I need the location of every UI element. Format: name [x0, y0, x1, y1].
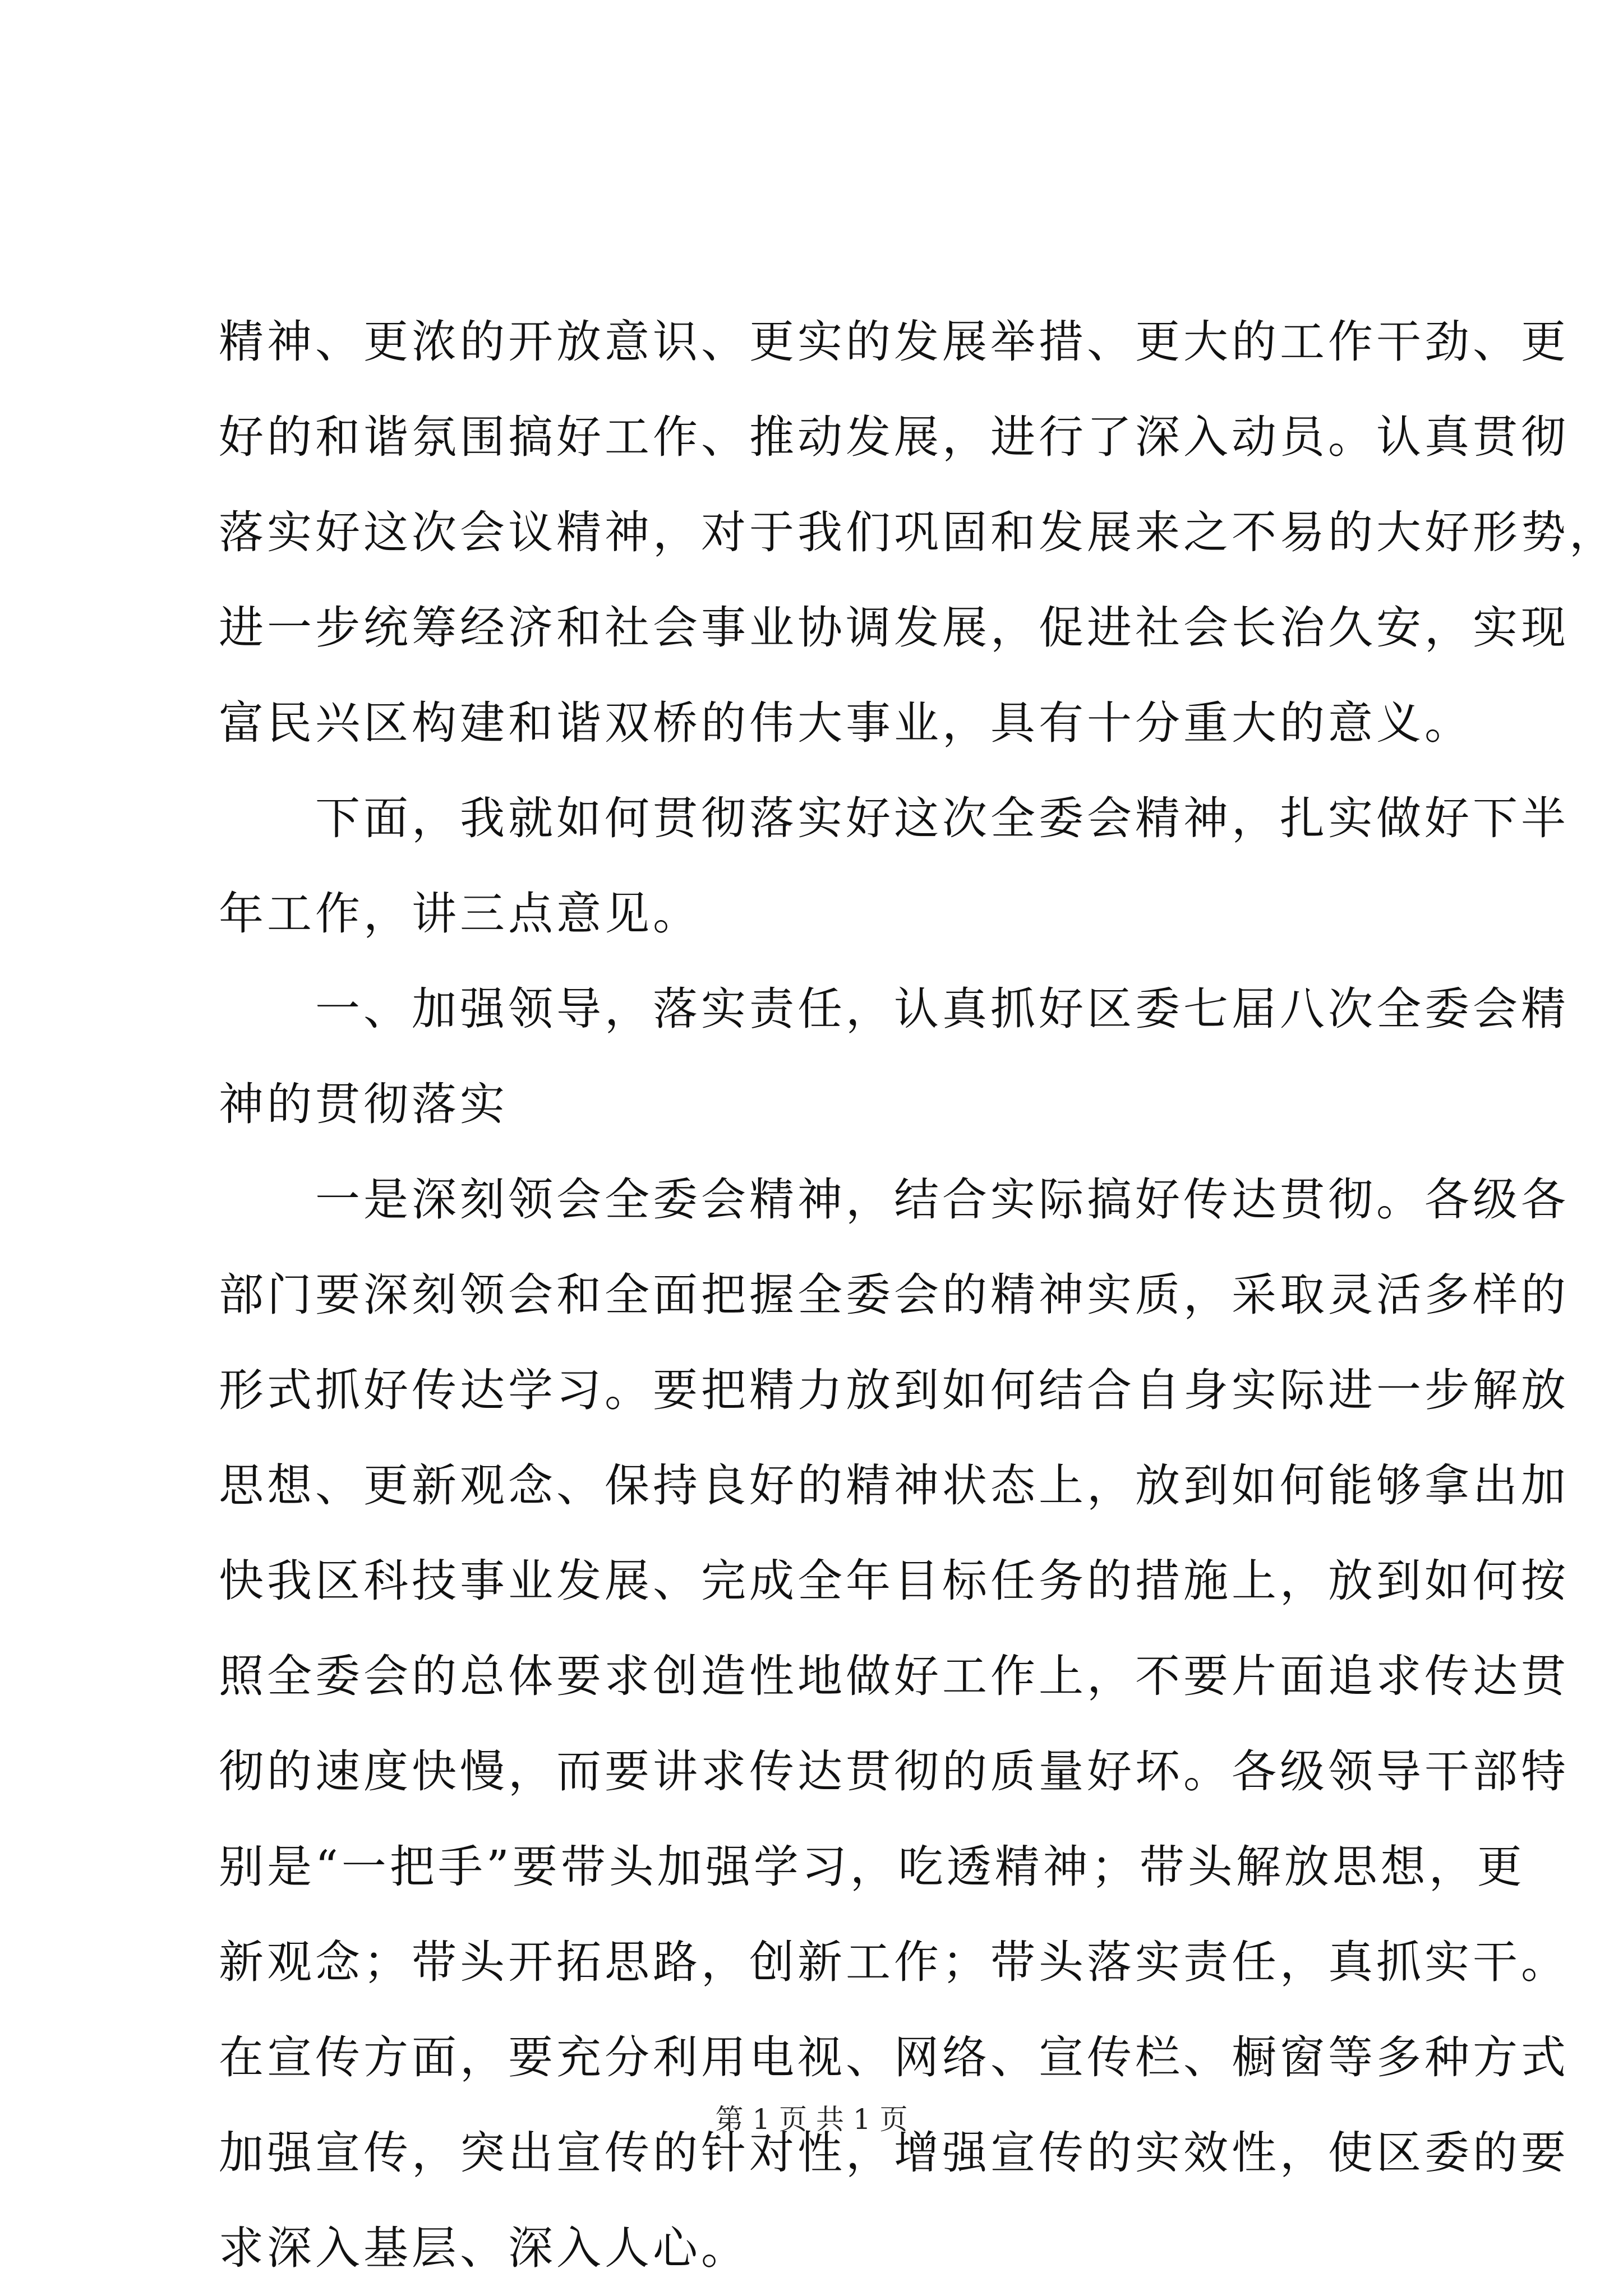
text-line: 好的和谐氛围搞好工作、推动发展，进行了深入动员。认真贯彻	[219, 411, 1569, 463]
text-line: 思想、更新观念、保持良好的精神状态上，放到如何能够拿出加	[219, 1459, 1569, 1512]
text-line: 加强宣传，突出宣传的针对性，增强宣传的实效性，使区委的要	[219, 2127, 1569, 2179]
page-number-footer: 第 1 页 共 1 页	[715, 2103, 908, 2136]
text-line: 精神、更浓的开放意识、更实的发展举措、更大的工作干劲、更	[219, 316, 1569, 368]
document-body	[219, 294, 1617, 2296]
text-line: 彻的速度快慢，而要讲求传达贯彻的质量好坏。各级领导干部特	[219, 1745, 1569, 1798]
text-line: 下面，我就如何贯彻落实好这次全委会精神，扎实做好下半	[219, 792, 1569, 844]
section-heading-line: 神的贯彻落实	[219, 1078, 508, 1130]
text-line: 别是“一把手”要带头加强学习，吃透精神；带头解放思想，更	[219, 1841, 1525, 1893]
text-line: 快我区科技事业发展、完成全年目标任务的措施上，放到如何按	[219, 1555, 1569, 1607]
text-line: 部门要深刻领会和全面把握全委会的精神实质，采取灵活多样的	[219, 1269, 1569, 1321]
text-line: 落实好这次会议精神，对于我们巩固和发展来之不易的大好形势，	[219, 506, 1617, 558]
text-line: 照全委会的总体要求创造性地做好工作上，不要片面追求传达贯	[219, 1650, 1569, 1702]
text-line: 新观念；带头开拓思路，创新工作；带头落实责任，真抓实干。	[219, 1936, 1569, 1988]
text-line: 形式抓好传达学习。要把精力放到如何结合自身实际进一步解放	[219, 1364, 1569, 1416]
text-line: 在宣传方面，要充分利用电视、网络、宣传栏、橱窗等多种方式	[219, 2031, 1569, 2084]
text-line: 进一步统筹经济和社会事业协调发展，促进社会长治久安，实现	[219, 602, 1569, 654]
section-heading-line: 一、加强领导，落实责任，认真抓好区委七届八次全委会精	[219, 983, 1569, 1035]
text-line: 求深入基层、深入人心。	[219, 2222, 749, 2274]
text-line: 一是深刻领会全委会精神，结合实际搞好传达贯彻。各级各	[219, 1174, 1569, 1226]
text-line: 富民兴区构建和谐双桥的伟大事业，具有十分重大的意义。	[219, 697, 1473, 749]
text-line: 年工作，讲三点意见。	[219, 888, 701, 940]
